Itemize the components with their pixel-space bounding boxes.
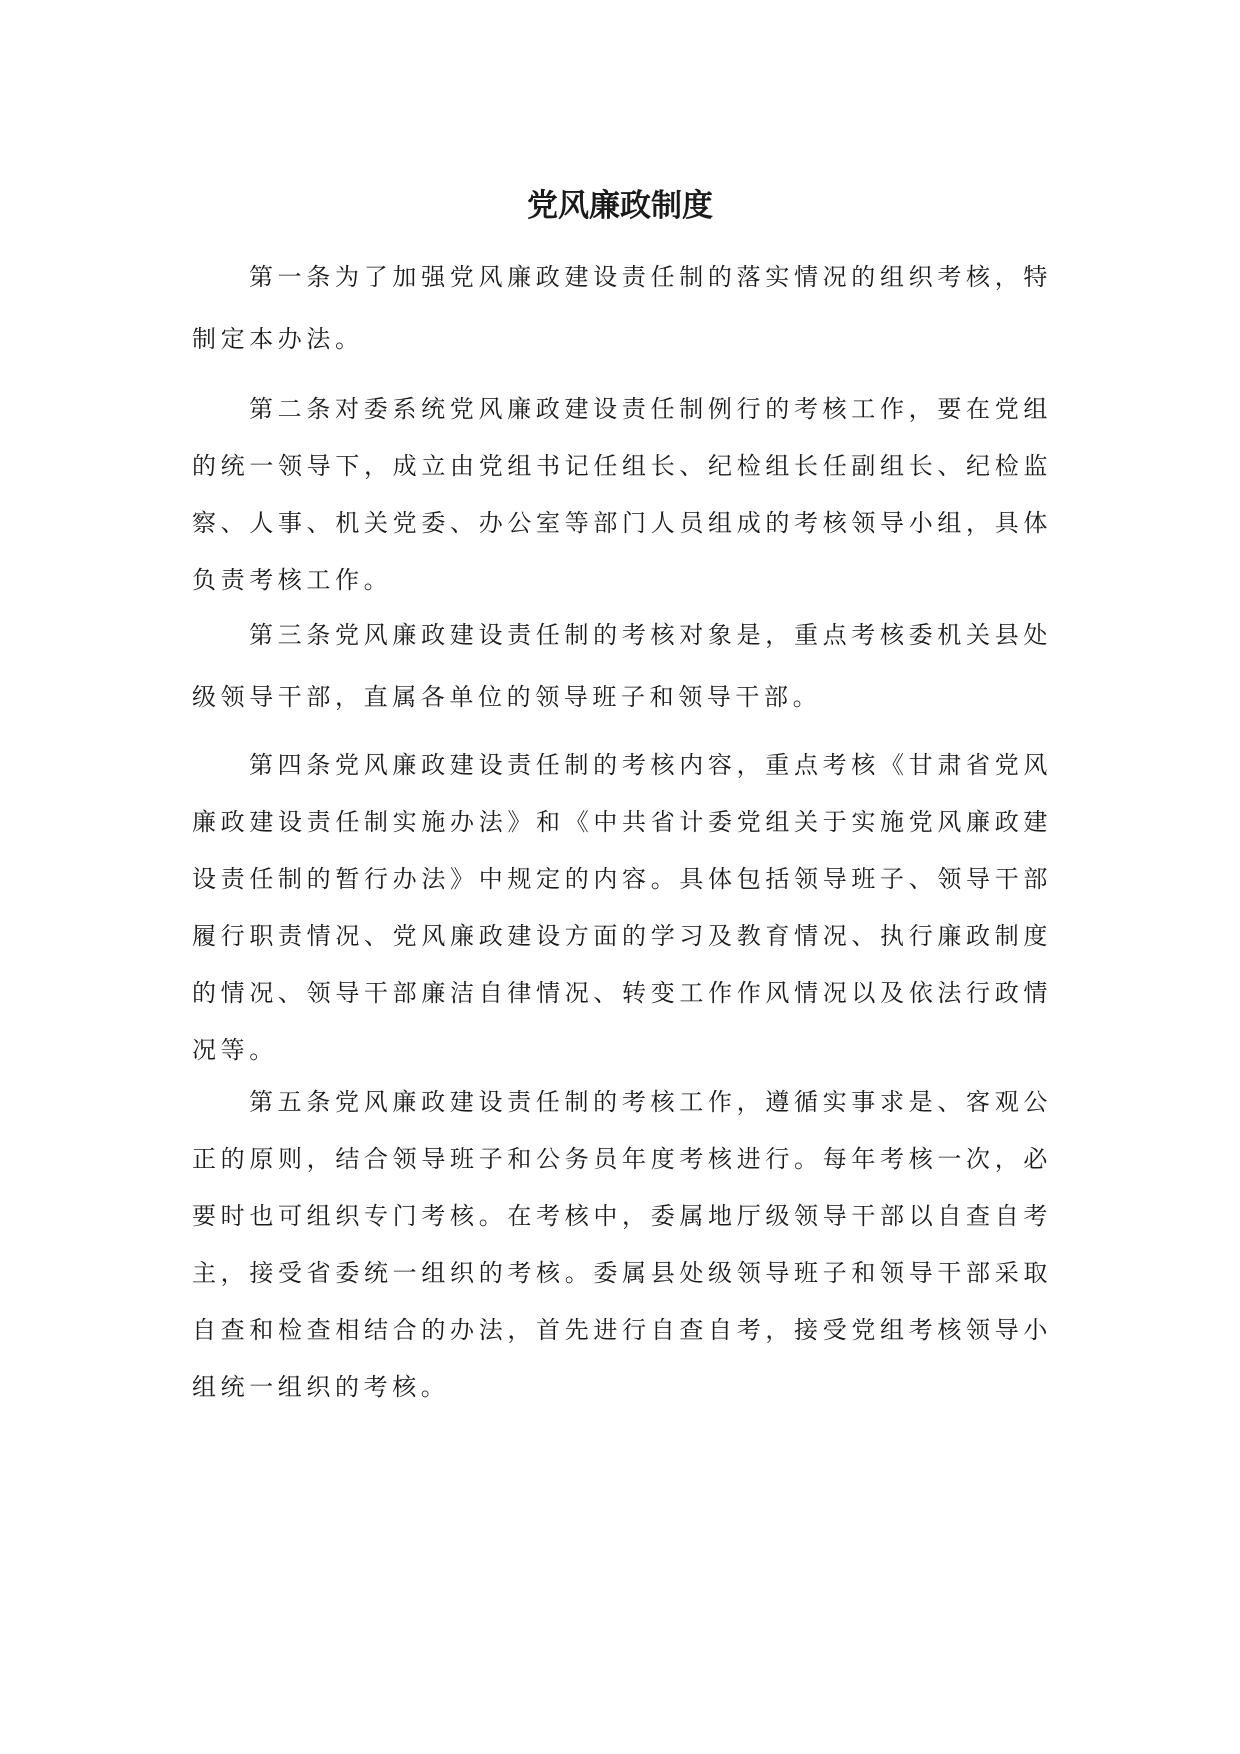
article-3: 第三条党风廉政建设责任制的考核对象是，重点考核委机关县处级领导干部，直属各单位的领导班子和领导干部。 xyxy=(192,621,1052,711)
article-5: 第五条党风廉政建设责任制的考核工作，遵循实事求是、客观公正的原则，结合领导班子和公务员年度考核进行。每年考核一次，必要时也可组织专门考核。在考核中，委属地厅级领导干部以自查自考主，接受省委统一组织的考核。委属县处级领导班子和领导干部采取自查和检查相结合的办法，首先进行自查自考，接受党组考核领导小组统一组织的考核。 xyxy=(192,1088,1052,1401)
article-4: 第四条党风廉政建设责任制的考核内容，重点考核《甘肃省党风廉政建设责任制实施办法》和《中共省计委党组关于实施党风廉政建设责任制的暂行办法》中规定的内容。具体包括领导班子、领导干部履行职责情况、党风廉政建设方面的学习及教育情况、执行廉政制度的情况、领导干部廉洁自律情况、转变工作作风情况以及依法行政情况等。 xyxy=(192,751,1052,1064)
article-2: 第二条对委系统党风廉政建设责任制例行的考核工作，要在党组的统一领导下，成立由党组书记任组长、纪检组长任副组长、纪检监察、人事、机关党委、办公室等部门人员组成的考核领导小组，具体负责考核工作。 xyxy=(192,395,1052,594)
article-1: 第一条为了加强党风廉政建设责任制的落实情况的组织考核，特制定本办法。 xyxy=(192,263,1052,353)
page-title: 党风廉政制度 xyxy=(527,188,713,224)
